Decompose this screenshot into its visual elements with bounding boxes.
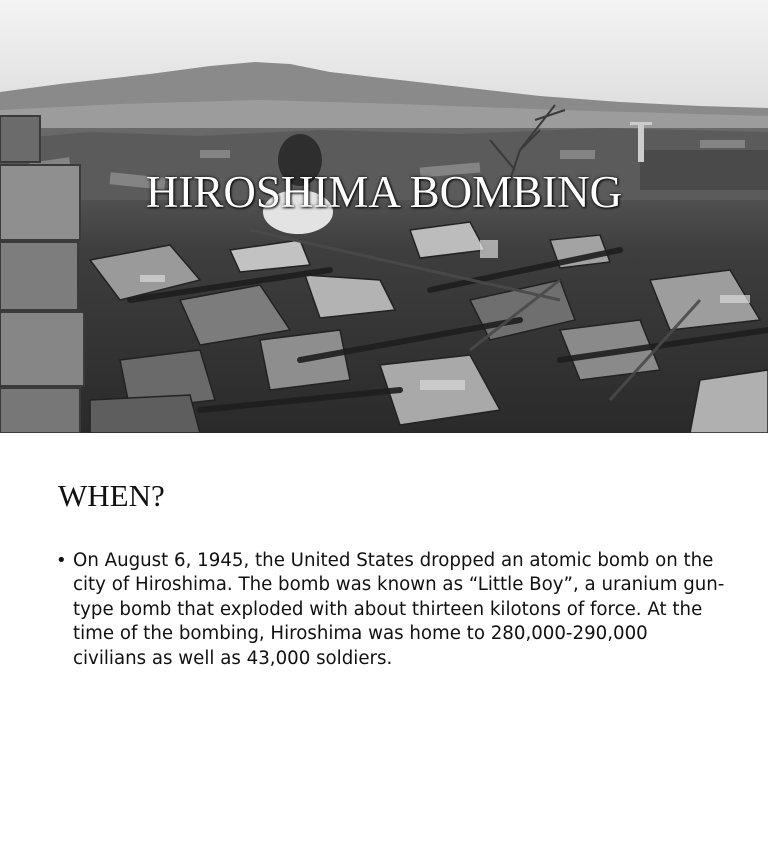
bullet-marker: • bbox=[56, 550, 67, 571]
bullet-item bbox=[56, 549, 726, 671]
bullet-list bbox=[56, 549, 726, 671]
bullet-text: On August 6, 1945, the United States dropped an atomic bomb on the city of Hiroshima. The bomb was known as “Little Boy”, a uranium gun-type bomb that exploded with about thirteen kilotons of force. At the time of the bombing, Hiroshima was home to 280,000-290,000 civilians as well as 43,000 soldiers. bbox=[73, 550, 725, 669]
slide-title: HIROSHIMA BOMBING bbox=[145, 167, 623, 217]
section-heading: WHEN? bbox=[58, 478, 165, 513]
